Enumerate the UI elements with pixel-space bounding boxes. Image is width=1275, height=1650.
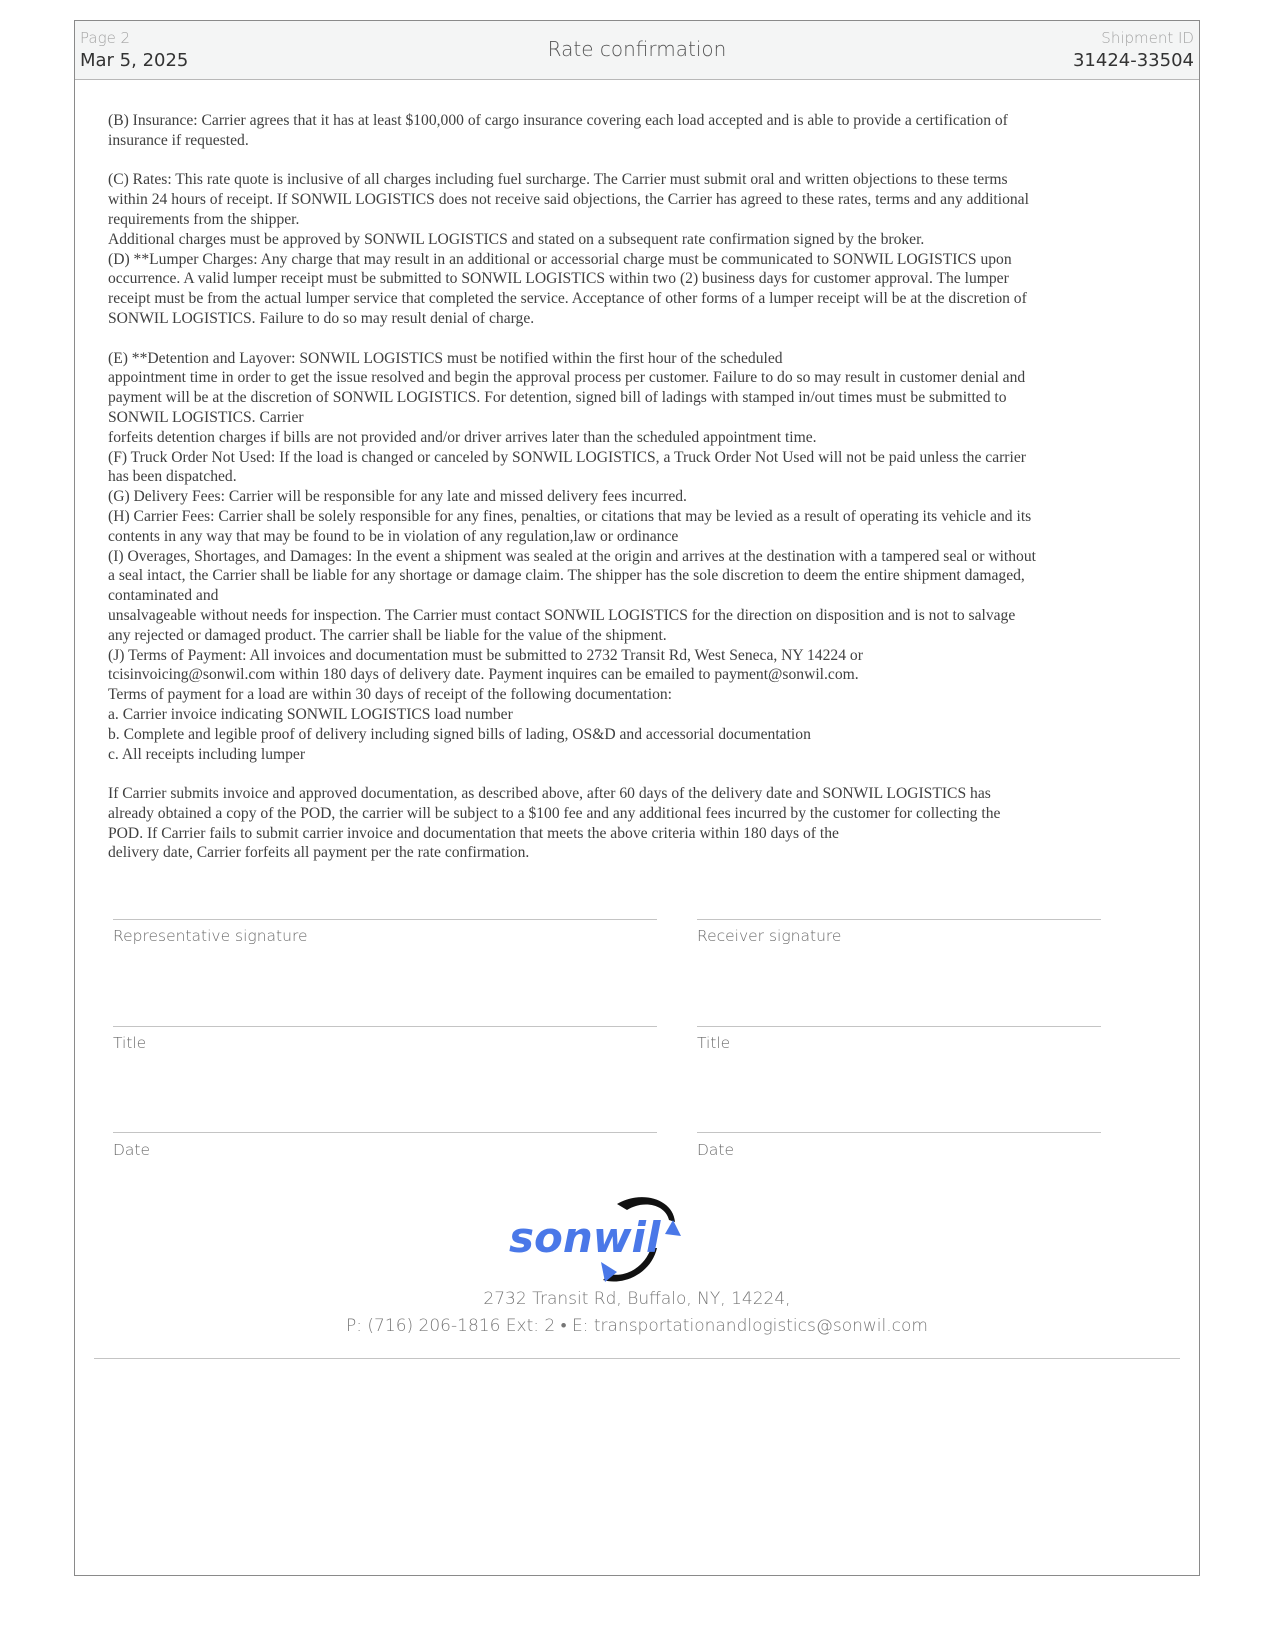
receiver-signature-line	[697, 919, 1101, 920]
title-label-right: Title	[697, 1034, 731, 1052]
company-address: 2732 Transit Rd, Buffalo, NY, 14224,	[483, 1289, 791, 1309]
sonwil-logo-icon	[505, 1190, 691, 1288]
representative-signature-line	[113, 919, 657, 920]
title-line-left	[113, 1026, 657, 1027]
page-header	[75, 21, 1199, 80]
receiver-signature-label: Receiver signature	[697, 927, 842, 945]
company-contact: P: (716) 206-1816 Ext: 2 • E: transportationandlogistics@sonwil.com	[346, 1316, 928, 1336]
shipment-id-value: 31424-33504	[1072, 50, 1194, 71]
footer-divider	[94, 1358, 1180, 1359]
logo-arrow-right	[665, 1220, 681, 1236]
document-title: Rate confirmation	[547, 37, 727, 61]
header-right	[1073, 28, 1194, 74]
shipment-id-label: Shipment ID	[1101, 29, 1194, 47]
terms-paragraph-insurance: (B) Insurance: Carrier agrees that it has at least $100,000 of cargo insurance covering each load accepted and is able to provide a certification of insurance if requested.	[108, 112, 1008, 149]
paragraph-gap	[108, 151, 1178, 171]
title-line-right	[697, 1026, 1101, 1027]
page-number: Page 2	[80, 29, 131, 47]
date-line-left	[113, 1132, 657, 1133]
document-page	[74, 20, 1200, 1576]
date-line-right	[697, 1132, 1101, 1133]
terms-body	[108, 111, 1178, 863]
terms-paragraph-rates: (C) Rates: This rate quote is inclusive of all charges including fuel surcharge. The Carrier must submit oral and written objections to these terms within 24 hours of receipt. If SONWIL LOGISTICS does not receive said objections, the Carrier has agreed to these rates, terms and any additional requirements from the shipper. Additional charges must be approved by SONWIL LOGISTICS and stated on a subsequent rate confirmation signed by the broker. (D) **Lumper Charges: Any charge that may result in an additional or accessorial charge must be communicated to SONWIL LOGISTICS upon occurrence. A valid lumper receipt must be submitted to SONWIL LOGISTICS within two (2) business days for customer approval. The lumper receipt must be from the actual lumper service that completed the service. Acceptance of other forms of a lumper receipt will be at the discretion of SONWIL LOGISTICS. Failure to do so may result denial of charge.	[108, 171, 1029, 327]
logo-wordmark: sonwil	[509, 1213, 661, 1262]
terms-paragraph-late-invoice: If Carrier submits invoice and approved documentation, as described above, after 60 days of the delivery date and SONWIL LOGISTICS has already obtained a copy of the POD, the carrier will be subject to a $100 fee and any additional fees incurred by the customer for collecting the POD. If Carrier fails to submit carrier invoice and documentation that meets the above criteria within 180 days of the delivery date, Carrier forfeits all payment per the rate confirmation.	[108, 785, 1001, 862]
terms-paragraph-detention: (E) **Detention and Layover: SONWIL LOGISTICS must be notified within the first hour of the scheduled appointment time in order to get the issue resolved and begin the approval process per customer. Failure to do so may result in customer denial and payment will be at the discretion of SONWIL LOGISTICS. For detention, signed bill of ladings with stamped in/out times must be submitted to SONWIL LOGISTICS. Carrier forfeits detention charges if bills are not provided and/or driver arrives later than the scheduled appointment time. (F) Truck Order Not Used: If the load is changed or canceled by SONWIL LOGISTICS, a Truck Order Not Used will not be paid unless the carrier has been dispatched. (G) Delivery Fees: Carrier will be responsible for any late and missed delivery fees incurred. (H) Carrier Fees: Carrier shall be solely responsible for any fines, penalties, or citations that may be levied as a result of operating its vehicle and its contents in any way that may be found to be in violation of any regulation,law or ordinance (I) Overages, Shortages, and Damages: In the event a shipment was sealed at the origin and arrives at the destination with a tampered seal or without a seal intact, the Carrier shall be liable for any shortage or damage claim. The shipper has the sole discretion to deem the entire shipment damaged, contaminated and unsalvageable without needs for inspection. The Carrier must contact SONWIL LOGISTICS for the direction on disposition and is not to salvage any rejected or damaged product. The carrier shall be liable for the value of the shipment. (J) Terms of Payment: All invoices and documentation must be submitted to 2732 Transit Rd, West Seneca, NY 14224 or tcisinvoicing@sonwil.com within 180 days of delivery date. Payment inquires can be emailed to payment@sonwil.com. Terms of payment for a load are within 30 days of receipt of the following documentation: a. Carrier invoice indicating SONWIL LOGISTICS load number b. Complete and legible proof of delivery including signed bills of lading, OS&D and accessorial documentation c. All receipts including lumper	[108, 349, 1036, 763]
paragraph-gap	[108, 329, 1178, 349]
paragraph-gap	[108, 764, 1178, 784]
date-label-left: Date	[113, 1141, 151, 1159]
document-date: Mar 5, 2025	[80, 50, 189, 71]
title-label-left: Title	[113, 1034, 147, 1052]
date-label-right: Date	[697, 1141, 735, 1159]
representative-signature-label: Representative signature	[113, 927, 308, 945]
